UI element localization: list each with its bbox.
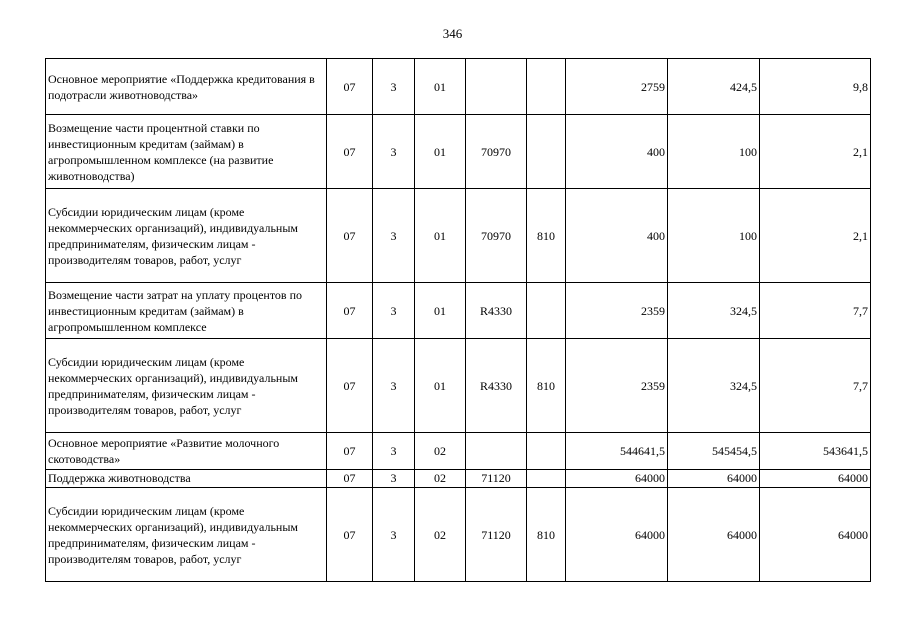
cell-value-3: 64000 bbox=[760, 488, 871, 582]
cell-value-1: 400 bbox=[566, 189, 668, 283]
cell-value-3: 9,8 bbox=[760, 59, 871, 115]
table-row bbox=[46, 433, 871, 470]
cell-target-item: 71120 bbox=[466, 488, 527, 582]
cell-value-2: 424,5 bbox=[668, 59, 760, 115]
cell-subprogram: 02 bbox=[415, 433, 466, 470]
cell-target-item: 70970 bbox=[466, 189, 527, 283]
cell-value-2: 324,5 bbox=[668, 283, 760, 339]
table-row bbox=[46, 470, 871, 488]
cell-value-1: 2359 bbox=[566, 339, 668, 433]
cell-target-item: R4330 bbox=[466, 339, 527, 433]
cell-program: 3 bbox=[373, 189, 415, 283]
cell-value-2: 64000 bbox=[668, 470, 760, 488]
cell-value-2: 64000 bbox=[668, 488, 760, 582]
cell-subprogram: 02 bbox=[415, 488, 466, 582]
cell-expense-type bbox=[527, 59, 566, 115]
cell-section: 07 bbox=[327, 189, 373, 283]
cell-subprogram: 01 bbox=[415, 339, 466, 433]
row-name: Основное мероприятие «Развитие молочного скотоводства» bbox=[46, 433, 327, 470]
cell-target-item bbox=[466, 59, 527, 115]
cell-section: 07 bbox=[327, 488, 373, 582]
cell-value-2: 324,5 bbox=[668, 339, 760, 433]
cell-section: 07 bbox=[327, 283, 373, 339]
cell-value-1: 2359 bbox=[566, 283, 668, 339]
cell-section: 07 bbox=[327, 115, 373, 189]
table-row bbox=[46, 59, 871, 115]
cell-value-3: 2,1 bbox=[760, 189, 871, 283]
cell-subprogram: 01 bbox=[415, 59, 466, 115]
cell-value-3: 7,7 bbox=[760, 283, 871, 339]
row-name: Субсидии юридическим лицам (кроме некоммерческих организаций), индивидуальным предпринимателям, физическим лицам - производителям товаров, работ, услуг bbox=[46, 488, 327, 582]
row-name: Поддержка животноводства bbox=[46, 470, 327, 488]
page-number: 346 bbox=[442, 26, 463, 41]
row-name: Субсидии юридическим лицам (кроме некоммерческих организаций), индивидуальным предпринимателям, физическим лицам - производителям товаров, работ, услуг bbox=[46, 339, 327, 433]
cell-target-item: 71120 bbox=[466, 470, 527, 488]
cell-subprogram: 02 bbox=[415, 470, 466, 488]
cell-subprogram: 01 bbox=[415, 283, 466, 339]
row-name: Субсидии юридическим лицам (кроме некоммерческих организаций), индивидуальным предпринимателям, физическим лицам - производителям товаров, работ, услуг bbox=[46, 189, 327, 283]
cell-value-3: 64000 bbox=[760, 470, 871, 488]
cell-program: 3 bbox=[373, 115, 415, 189]
cell-section: 07 bbox=[327, 470, 373, 488]
cell-value-2: 100 bbox=[668, 189, 760, 283]
cell-value-3: 543641,5 bbox=[760, 433, 871, 470]
cell-section: 07 bbox=[327, 339, 373, 433]
cell-value-2: 545454,5 bbox=[668, 433, 760, 470]
budget-table bbox=[45, 58, 871, 582]
table-row bbox=[46, 283, 871, 339]
cell-program: 3 bbox=[373, 470, 415, 488]
cell-value-1: 2759 bbox=[566, 59, 668, 115]
cell-program: 3 bbox=[373, 59, 415, 115]
cell-value-3: 7,7 bbox=[760, 339, 871, 433]
cell-value-1: 544641,5 bbox=[566, 433, 668, 470]
cell-program: 3 bbox=[373, 433, 415, 470]
cell-target-item: 70970 bbox=[466, 115, 527, 189]
cell-program: 3 bbox=[373, 339, 415, 433]
table-row bbox=[46, 488, 871, 582]
cell-value-3: 2,1 bbox=[760, 115, 871, 189]
cell-expense-type bbox=[527, 283, 566, 339]
cell-expense-type bbox=[527, 433, 566, 470]
cell-expense-type: 810 bbox=[527, 488, 566, 582]
row-name: Возмещение части затрат на уплату процентов по инвестиционным кредитам (займам) в агропромышленном комплексе bbox=[46, 283, 327, 339]
cell-program: 3 bbox=[373, 488, 415, 582]
cell-expense-type bbox=[527, 115, 566, 189]
cell-value-1: 64000 bbox=[566, 470, 668, 488]
row-name: Возмещение части процентной ставки по инвестиционным кредитам (займам) в агропромышленном комплексе (на развитие животноводства) bbox=[46, 115, 327, 189]
cell-section: 07 bbox=[327, 433, 373, 470]
cell-subprogram: 01 bbox=[415, 115, 466, 189]
cell-subprogram: 01 bbox=[415, 189, 466, 283]
cell-value-1: 400 bbox=[566, 115, 668, 189]
cell-expense-type: 810 bbox=[527, 339, 566, 433]
table-row bbox=[46, 115, 871, 189]
cell-value-1: 64000 bbox=[566, 488, 668, 582]
row-name: Основное мероприятие «Поддержка кредитования в подотрасли животноводства» bbox=[46, 59, 327, 115]
cell-section: 07 bbox=[327, 59, 373, 115]
table-row bbox=[46, 189, 871, 283]
cell-value-2: 100 bbox=[668, 115, 760, 189]
cell-expense-type: 810 bbox=[527, 189, 566, 283]
cell-target-item bbox=[466, 433, 527, 470]
cell-program: 3 bbox=[373, 283, 415, 339]
cell-target-item: R4330 bbox=[466, 283, 527, 339]
table-row bbox=[46, 339, 871, 433]
cell-expense-type bbox=[527, 470, 566, 488]
